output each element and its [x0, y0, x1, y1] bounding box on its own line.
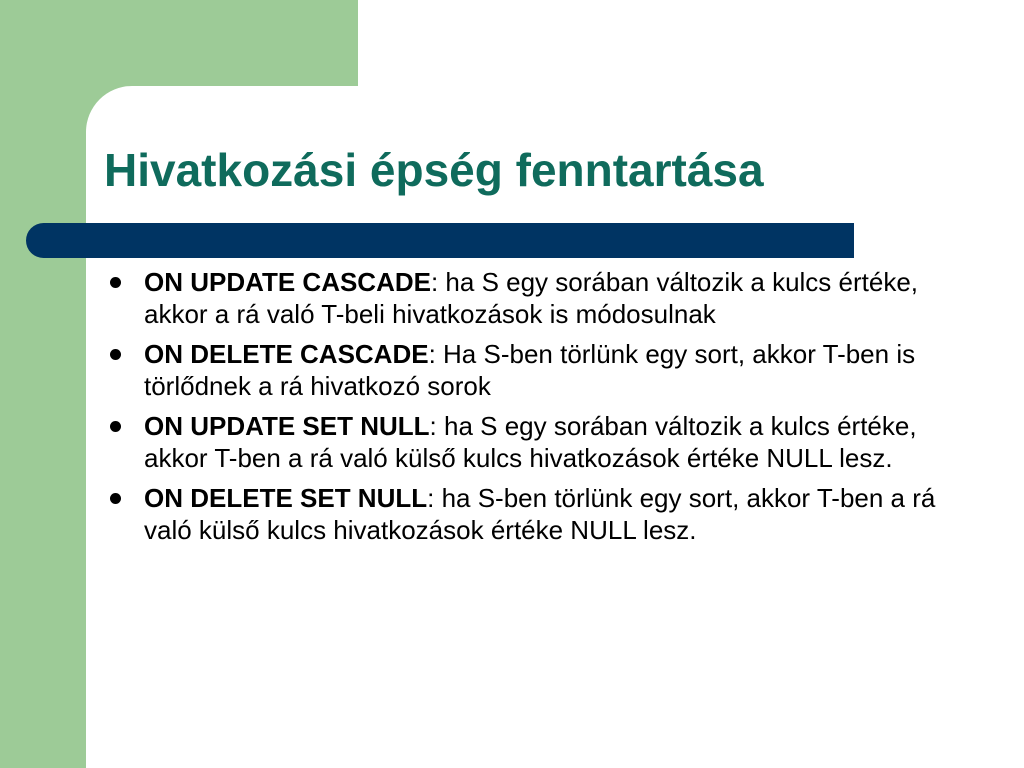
- title-underline-bar: [26, 223, 854, 258]
- bullet-icon: [110, 493, 121, 504]
- bullet-keyword: ON DELETE CASCADE: [144, 339, 429, 369]
- bullet-keyword: ON UPDATE CASCADE: [144, 267, 431, 297]
- bullet-keyword: ON DELETE SET NULL: [144, 483, 428, 513]
- bullet-keyword: ON UPDATE SET NULL: [144, 411, 430, 441]
- bullet-text: : ha S egy sorában változik a kulcs értéke, akkor a rá való T-beli hivatkozások is módosulnak: [144, 267, 919, 329]
- bullet-text: : ha S egy sorában változik a kulcs értéke, akkor T-ben a rá való külső kulcs hivatkozások értéke NULL lesz.: [144, 411, 917, 473]
- bullet-text: : Ha S-ben törlünk egy sort, akkor T-ben is törlődnek a rá hivatkozó sorok: [144, 339, 916, 401]
- bullet-icon: [110, 421, 121, 432]
- bullet-list: [104, 266, 954, 554]
- bullet-icon: [110, 277, 121, 288]
- bullet-item-delete-cascade: [104, 338, 954, 402]
- slide-title: Hivatkozási épség fenntartása: [104, 144, 764, 196]
- bullet-icon: [110, 349, 121, 360]
- bullet-item-update-cascade: [104, 266, 954, 330]
- bullet-item-delete-set-null: [104, 482, 954, 546]
- bullet-text: : ha S-ben törlünk egy sort, akkor T-ben a rá való külső kulcs hivatkozások értéke NULL lesz.: [144, 483, 936, 545]
- bullet-item-update-set-null: [104, 410, 954, 474]
